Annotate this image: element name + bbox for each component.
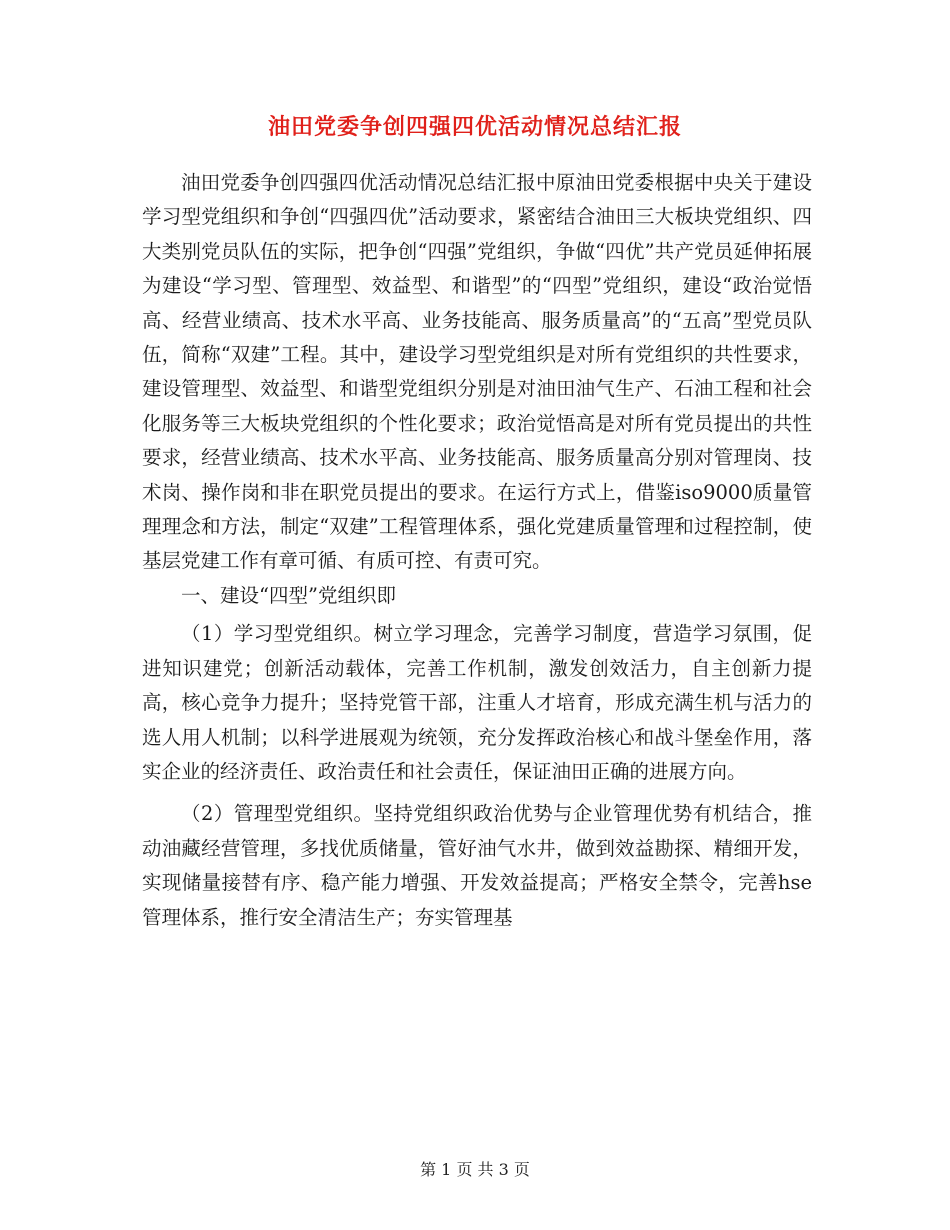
paragraph-learning-org: （1）学习型党组织。树立学习理念，完善学习制度，营造学习氛围，促进知识建党；创新活动载体，完善工作机制，激发创效活力，自主创新力提高，核心竞争力提升；坚持党管干部，注重人才培育，形成充满生机与活力的选人用人机制；以科学进展观为统领，充分发挥政治核心和战斗堡垒作用，落实企业的经济责任、政治责任和社会责任，保证油田正确的进展方向。 — [142, 622, 812, 783]
document-body — [142, 166, 812, 935]
paragraph-management-org: （2）管理型党组织。坚持党组织政治优势与企业管理优势有机结合，推动油藏经营管理，多找优质储量，管好油气水井，做到效益勘探、精细开发，实现储量接替有序、稳产能力增强、开发效益提高；严格安全禁令，完善hse管理体系，推行安全清洁生产；夯实管理基 — [142, 802, 812, 929]
section-heading: 一、建设“四型”党组织即 — [181, 583, 396, 607]
paragraph-intro: 油田党委争创四强四优活动情况总结汇报中原油田党委根据中央关于建设学习型党组织和争创“四强四优”活动要求，紧密结合油田三大板块党组织、四大类别党员队伍的实际，把争创“四强”党组织，争做“四优”共产党员延伸拓展为建设“学习型、管理型、效益型、和谐型”的“四型”党组织，建设“政治觉悟高、经营业绩高、技术水平高、业务技能高、服务质量高”的“五高”型党员队伍，简称“双建”工程。其中，建设学习型党组织是对所有党组织的共性要求，建设管理型、效益型、和谐型党组织分别是对油田油气生产、石油工程和社会化服务等三大板块党组织的个性化要求；政治觉悟高是对所有党员提出的共性要求，经营业绩高、技术水平高、业务技能高、服务质量高分别对管理岗、技术岗、操作岗和非在职党员提出的要求。在运行方式上，借鉴iso9000质量管理理念和方法，制定“双建”工程管理体系，强化党建质量管理和过程控制，使基层党建工作有章可循、有质可控、有责可究。 — [142, 171, 812, 573]
document-title: 油田党委争创四强四优活动情况总结汇报 — [267, 114, 682, 140]
page-number-footer: 第 1 页 共 3 页 — [420, 1160, 530, 1179]
